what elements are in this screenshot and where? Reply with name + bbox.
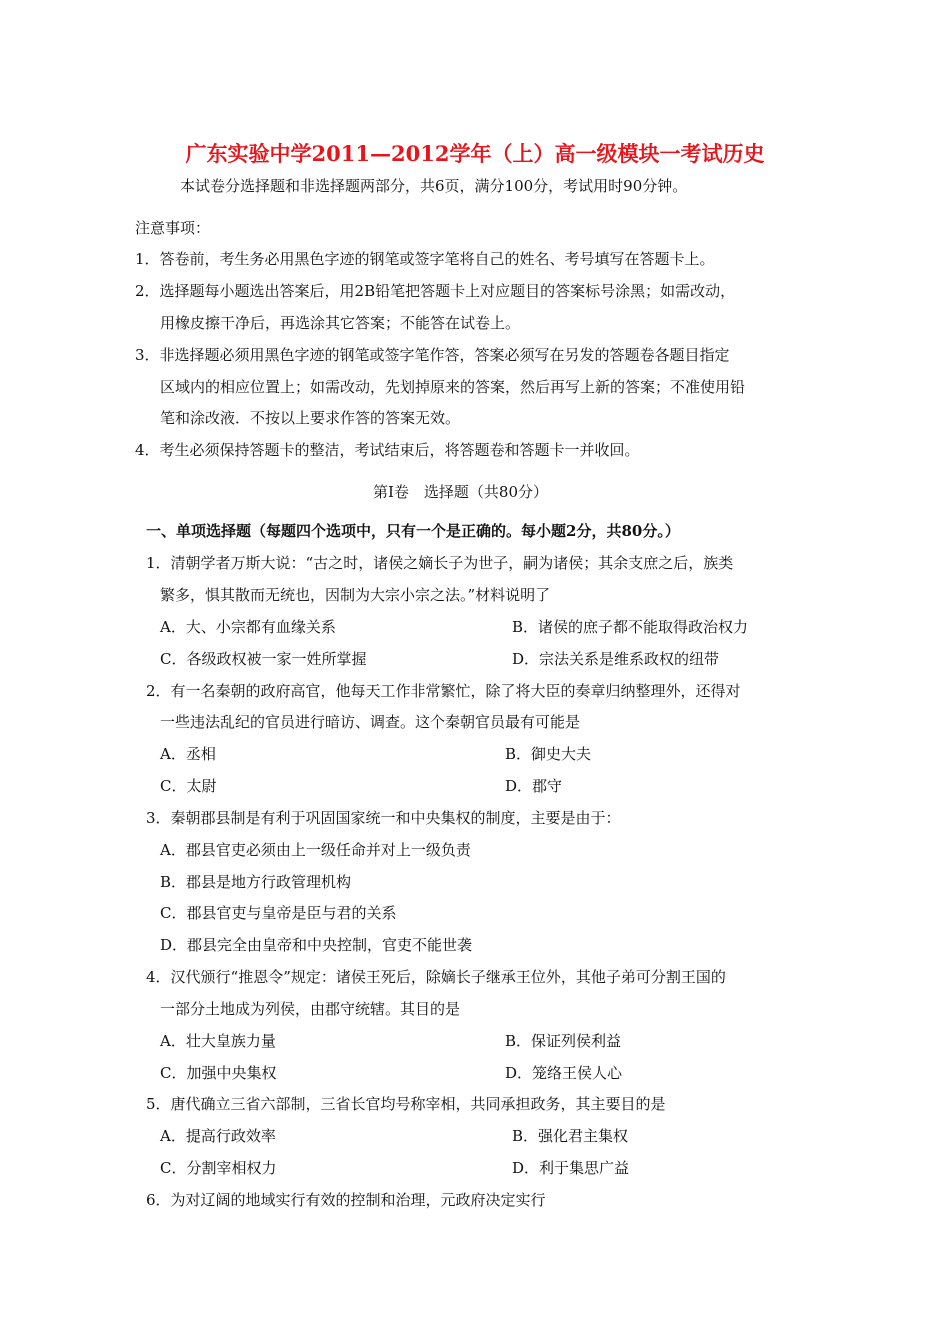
notice-line: 用橡皮擦干净后，再选涂其它答案；不能答在试卷上。 bbox=[160, 314, 521, 332]
notice-line: 3．非选择题必须用黑色字迹的钢笔或签字笔作答，答案必须写在另发的答题卷各题目指定 bbox=[135, 346, 730, 364]
option-b: B．御史大夫 bbox=[505, 745, 592, 763]
option-b: B．诸侯的庶子都不能取得政治权力 bbox=[512, 618, 749, 636]
notice-line: 2．选择题每小题选出答案后，用2B铅笔把答题卡上对应题目的答案标号涂黑；如需改动， bbox=[135, 282, 736, 300]
notice-line: 笔和涂改液．不按以上要求作答的答案无效。 bbox=[160, 409, 461, 427]
option-b: B．强化君主集权 bbox=[512, 1127, 629, 1145]
option-a: A．壮大皇族力量 bbox=[160, 1032, 276, 1050]
notice-line: 4．考生必须保持答题卡的整洁，考试结束后，将答题卷和答题卡一并收回。 bbox=[135, 441, 640, 459]
question-stem: 一部分土地成为列侯，由郡守统辖。其目的是 bbox=[160, 1000, 461, 1018]
question-stem: 一些违法乱纪的官员进行暗访、调查。这个秦朝官员最有可能是 bbox=[160, 713, 581, 731]
question-stem: 6．为对辽阔的地域实行有效的控制和治理，元政府决定实行 bbox=[146, 1191, 546, 1209]
exam-title: 广东实验中学2011—2012学年（上）高一级模块一考试历史 bbox=[185, 141, 765, 166]
section-title: 第Ⅰ卷 选择题（共80分） bbox=[373, 483, 549, 501]
option-b: B．郡县是地方行政管理机构 bbox=[160, 873, 352, 891]
part-heading: 一、单项选择题（每题四个选项中，只有一个是正确的。每小题2分，共80分。） bbox=[146, 522, 680, 540]
notice-heading: 注意事项： bbox=[135, 219, 211, 237]
notice-line: 1．答卷前，考生务必用黑色字迹的钢笔或签字笔将自己的姓名、考号填写在答题卡上。 bbox=[135, 250, 715, 268]
exam-intro: 本试卷分选择题和非选择题两部分，共6页，满分100分，考试用时90分钟。 bbox=[180, 177, 688, 195]
question-stem: 2．有一名秦朝的政府高官，他每天工作非常繁忙，除了将大臣的奏章归纳整理外，还得对 bbox=[146, 682, 741, 700]
question-stem: 1．清朝学者万斯大说：“古之时，诸侯之嫡长子为世子，嗣为诸侯；其余支庶之后，族类 bbox=[146, 554, 734, 572]
question-stem: 4．汉代颁行“推恩令”规定：诸侯王死后，除嫡长子继承王位外，其他子弟可分割王国的 bbox=[146, 968, 726, 986]
option-d: D．利于集思广益 bbox=[512, 1159, 630, 1177]
question-stem: 3．秦朝郡县制是有利于巩固国家统一和中央集权的制度，主要是由于： bbox=[146, 809, 621, 827]
option-d: D．笼络王侯人心 bbox=[505, 1064, 623, 1082]
option-d: D．郡守 bbox=[505, 777, 563, 795]
option-c: C．各级政权被一家一姓所掌握 bbox=[160, 650, 367, 668]
question-stem: 繁多，惧其散而无统也，因制为大宗小宗之法。”材料说明了 bbox=[160, 586, 551, 604]
question-stem: 5．唐代确立三省六部制，三省长官均号称宰相，共同承担政务，其主要目的是 bbox=[146, 1095, 666, 1113]
option-a: A．大、小宗都有血缘关系 bbox=[160, 618, 336, 636]
option-a: A．郡县官吏必须由上一级任命并对上一级负责 bbox=[160, 841, 471, 859]
option-a: A．丞相 bbox=[160, 745, 216, 763]
option-c: C．分割宰相权力 bbox=[160, 1159, 277, 1177]
option-b: B．保证列侯利益 bbox=[505, 1032, 622, 1050]
option-c: C．郡县官吏与皇帝是臣与君的关系 bbox=[160, 904, 397, 922]
option-d: D．宗法关系是维系政权的纽带 bbox=[512, 650, 720, 668]
option-a: A．提高行政效率 bbox=[160, 1127, 276, 1145]
option-c: C．加强中央集权 bbox=[160, 1064, 277, 1082]
option-d: D．郡县完全由皇帝和中央控制，官吏不能世袭 bbox=[160, 936, 473, 954]
option-c: C．太尉 bbox=[160, 777, 217, 795]
notice-line: 区域内的相应位置上；如需改动，先划掉原来的答案，然后再写上新的答案；不准使用铅 bbox=[160, 378, 746, 396]
